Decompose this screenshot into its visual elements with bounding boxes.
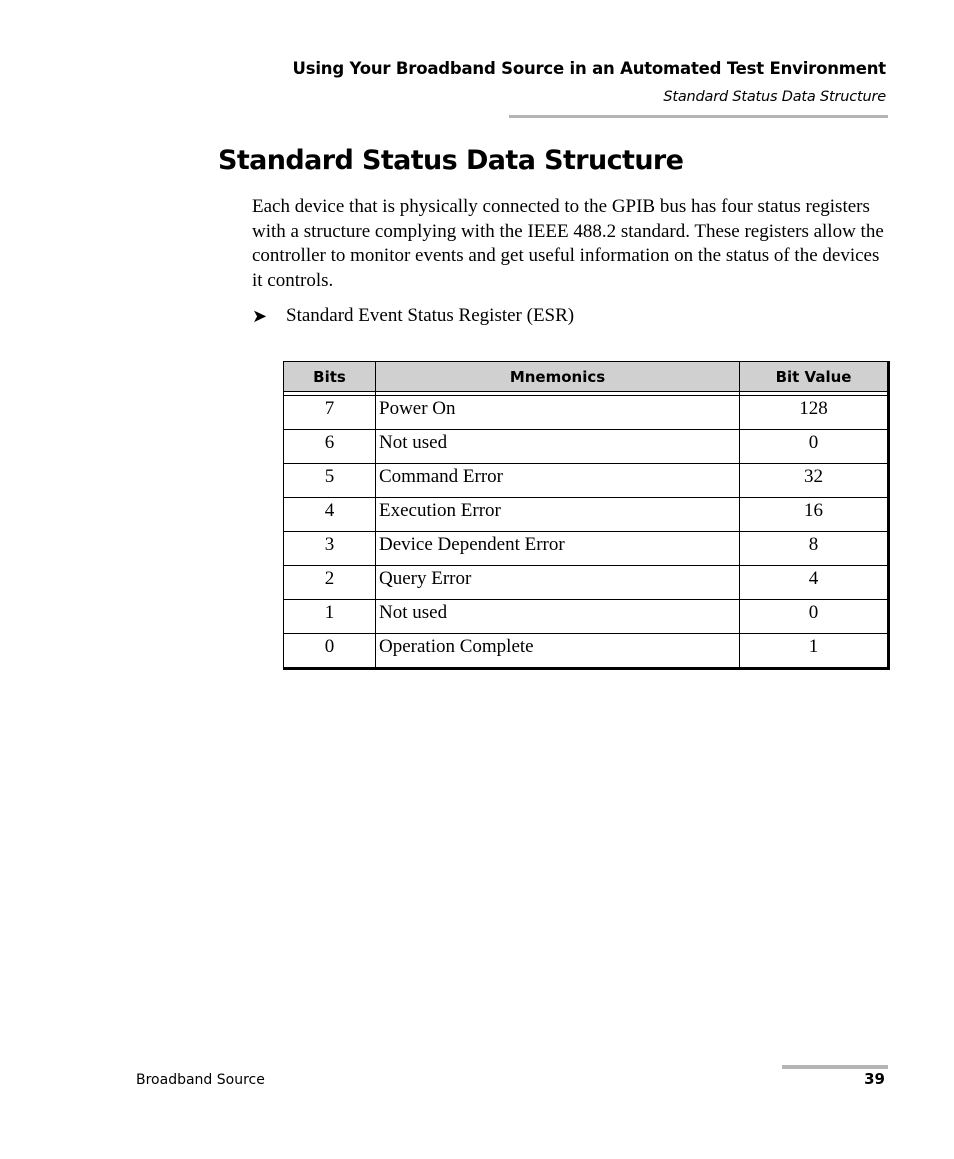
mnemonic-cell: Device Dependent Error	[376, 532, 740, 566]
mnemonic-cell: Command Error	[376, 464, 740, 498]
bit-cell: 5	[284, 464, 376, 498]
chapter-title: Using Your Broadband Source in an Automated Test Environment	[292, 59, 886, 78]
column-header-bit-value: Bit Value	[740, 362, 889, 392]
bit-value-cell: 0	[740, 430, 889, 464]
running-header	[293, 58, 886, 108]
table-row	[284, 634, 889, 669]
bit-value-cell: 4	[740, 566, 889, 600]
bit-cell: 4	[284, 498, 376, 532]
mnemonic-cell: Operation Complete	[376, 634, 740, 669]
bit-cell: 6	[284, 430, 376, 464]
intro-paragraph: Each device that is physically connected to the GPIB bus has four status registers with a structure complying with the IEEE 488.2 standard. These registers allow the controller to monitor events and get useful information on the status of the devices it controls.	[252, 196, 884, 291]
table-header-row	[284, 362, 889, 392]
page-number: 39	[864, 1070, 885, 1088]
mnemonic-cell: Execution Error	[376, 498, 740, 532]
mnemonic-cell: Power On	[376, 396, 740, 430]
bit-cell: 1	[284, 600, 376, 634]
arrow-bullet-icon: ➤	[252, 306, 268, 326]
mnemonic-cell: Not used	[376, 430, 740, 464]
bullet-text: Standard Event Status Register (ESR)	[286, 305, 575, 326]
bullet-item	[252, 304, 574, 328]
header-rule	[509, 115, 888, 118]
bit-value-cell: 32	[740, 464, 889, 498]
table-row	[284, 396, 889, 430]
mnemonic-cell: Not used	[376, 600, 740, 634]
section-title: Standard Status Data Structure	[663, 89, 886, 105]
table-row	[284, 464, 889, 498]
column-header-bits: Bits	[284, 362, 376, 392]
bit-cell: 3	[284, 532, 376, 566]
table-row	[284, 566, 889, 600]
bit-value-cell: 8	[740, 532, 889, 566]
table-row	[284, 600, 889, 634]
table-row	[284, 498, 889, 532]
footer-doc-name: Broadband Source	[136, 1072, 265, 1088]
bit-value-cell: 16	[740, 498, 889, 532]
bit-cell: 7	[284, 396, 376, 430]
table-row	[284, 532, 889, 566]
table-row	[284, 430, 889, 464]
page-title: Standard Status Data Structure	[218, 145, 684, 176]
bit-cell: 2	[284, 566, 376, 600]
column-header-mnemonics: Mnemonics	[376, 362, 740, 392]
bit-value-cell: 128	[740, 396, 889, 430]
esr-table	[283, 361, 890, 670]
bit-value-cell: 1	[740, 634, 889, 669]
bit-value-cell: 0	[740, 600, 889, 634]
bit-cell: 0	[284, 634, 376, 669]
mnemonic-cell: Query Error	[376, 566, 740, 600]
